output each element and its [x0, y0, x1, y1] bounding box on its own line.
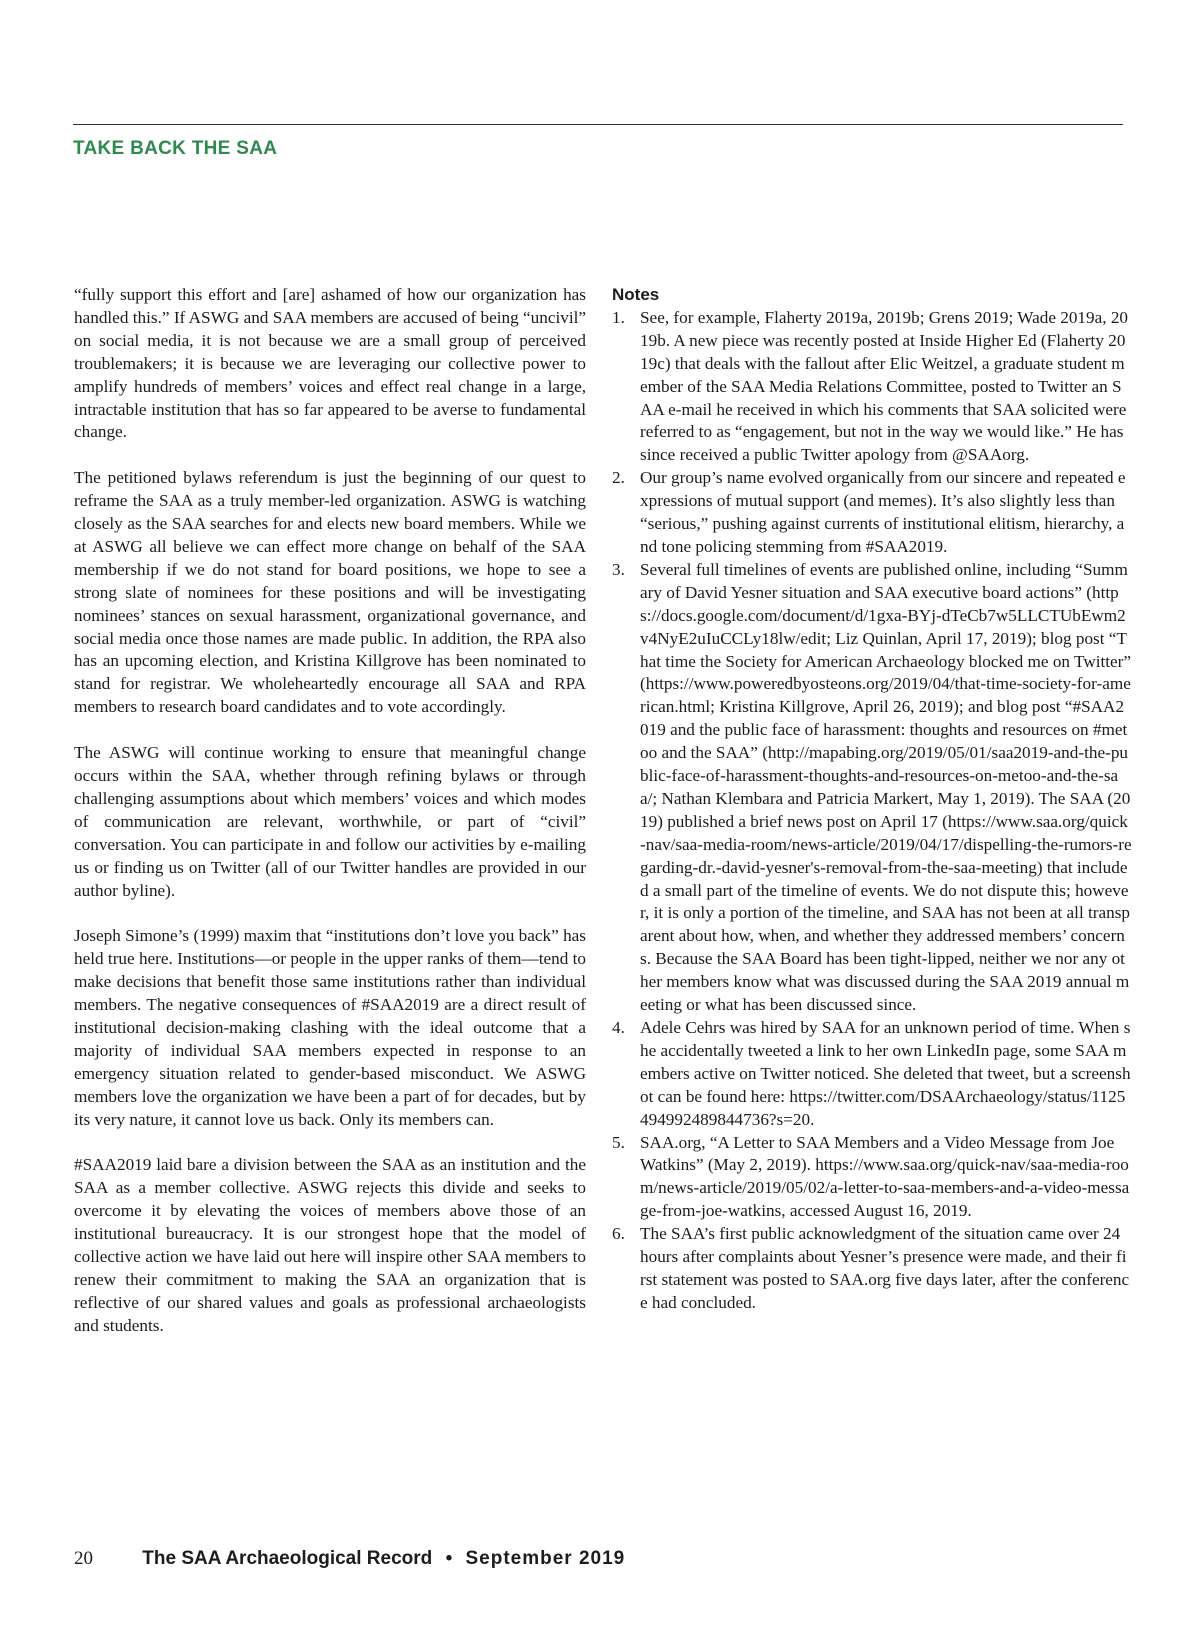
publication-title: The SAA Archaeological Record [142, 1548, 433, 1569]
footer-bullet: • [445, 1548, 453, 1569]
note-text: The SAA’s first public acknowledgment of the situation came over 24 hours after complaints about Yesner’s presence were made, and their first statement was posted to SAA.org five days later, after the conference had concluded. [640, 1224, 1130, 1312]
note-number: 2. [612, 468, 625, 488]
header-rule [73, 124, 1123, 125]
note-item [612, 1017, 1132, 1132]
notes-column [612, 284, 1132, 1315]
note-item [612, 307, 1132, 467]
note-number: 1. [612, 307, 625, 327]
note-item [612, 559, 1132, 1017]
body-paragraph: The petitioned bylaws referendum is just the beginning of our quest to reframe the SAA as a truly member-led organization. ASWG is watching closely as the SAA searches for and elects new board members. While we at ASWG all believe we can effect more change on behalf of the SAA membership if we do not stand for board positions, we hope to see a strong slate of nominees for these positions and will be investigating nominees’ stances on sexual harassment, organizational governance, and social media once those names are made public. In addition, the RPA also has an upcoming election, and Kristina Killgrove has been nominated to stand for registrar. We wholeheartedly encourage all SAA and RPA members to research board candidates and to vote accordingly. [74, 468, 586, 717]
notes-list [612, 307, 1132, 1315]
body-column [74, 284, 586, 1361]
note-item [612, 1223, 1132, 1315]
note-text: SAA.org, “A Letter to SAA Members and a Video Message from Joe Watkins” (May 2, 2019). https://www.saa.org/quick-nav/saa-media-room/news-article/2019/05/02/a-letter-to-saa-members-and-a-video-message-from-joe-watkins, accessed August 16, 2019. [640, 1132, 1130, 1221]
note-text: Several full timelines of events are published online, including “Summary of David Yesner situation and SAA executive board actions” (https://docs.google.com/document/d/1gxa-BYj-dTeCb7w5LLCTUbEwm2v4NyE2uIuCCLy18lw/edit; Liz Quinlan, April 17, 2019); blog post “That time the Society for American Archaeology blocked me on Twitter” (https://www.poweredbyosteons.org/2019/04/that-time-society-for-american.html; Kristina Killgrove, April 26, 2019); and blog post “#SAA2019 and the public face of harassment: thoughts and resources on #metoo and the SAA” (http://mapabing.org/2019/05/01/saa2019-and-the-public-face-of-harassment-thoughts-and-resources-on-metoo-and-the-saa/; Nathan Klembara and Patricia Markert, May 1, 2019). The SAA (2019) published a brief news post on April 17 (https://www.saa.org/quick-nav/saa-media-room/news-article/2019/04/17/dispelling-the-rumors-regarding-dr.-david-yesner's-removal-from-the-saa-meeting) that included a small part of the timeline of events. We do not dispute this; however, it is only a portion of the timeline, and SAA has not been at all transparent about how, when, and whether they addressed members’ concerns. Because the SAA Board has been tight-lipped, neither we nor any other members know what was discussed during the SAA 2019 annual meeting or what has been discussed since. [640, 559, 1132, 1015]
page-number: 20 [74, 1548, 93, 1569]
section-title: TAKE BACK THE SAA [73, 138, 278, 159]
note-number: 5. [612, 1132, 625, 1152]
note-text: Our group’s name evolved organically from our sincere and repeated expressions of mutual support (and memes). It’s also slightly less than “serious,” pushing against currents of institutional elitism, hierarchy, and tone policing stemming from #SAA2019. [640, 468, 1126, 556]
note-number: 4. [612, 1018, 625, 1037]
note-text: Adele Cehrs was hired by SAA for an unknown period of time. When she accidentally tweeted a link to her own LinkedIn page, some SAA members active on Twitter noticed. She deleted that tweet, but a screenshot can be found here: https://twitter.com/DSAArchaeology/status/1125494992489844736?s=20. [640, 1018, 1131, 1129]
body-paragraph: “fully support this effort and [are] ashamed of how our organization has handled this.” If ASWG and SAA members are accused of being “uncivil” on social media, it is not because we are a small group of perceived troublemakers; it is because we are leveraging our collective power to amplify hundreds of members’ voices and effect real change in a large, intractable institution that has so far appeared to be averse to fundamental change. [74, 285, 586, 442]
note-text: See, for example, Flaherty 2019a, 2019b; Grens 2019; Wade 2019a, 2019b. A new piece was recently posted at Inside Higher Ed (Flaherty 2019c) that deals with the fallout after Elic Weitzel, a graduate student member of the SAA Media Relations Committee, posted to Twitter an SAA e-mail he received in which his comments that SAA solicited were referred to as “engagement, but not in the way we would like.” He has since received a public Twitter apology from @SAAorg. [640, 307, 1129, 465]
note-item [612, 467, 1132, 559]
note-number: 6. [612, 1224, 625, 1244]
notes-heading: Notes [612, 285, 660, 304]
body-paragraph: #SAA2019 laid bare a division between the SAA as an institution and the SAA as a member collective. ASWG rejects this divide and seeks to overcome it by elevating the voices of members above those of an institutional bureaucracy. It is our strongest hope that the model of collective action we have laid out here will inspire other SAA members to renew their commitment to making the SAA an organization that is reflective of our shared values and goals as professional archaeologists and students. [74, 1155, 586, 1335]
note-item [612, 1132, 1132, 1224]
page-footer [74, 1548, 626, 1570]
issue-date: September 2019 [465, 1548, 626, 1569]
body-paragraph: Joseph Simone’s (1999) maxim that “institutions don’t love you back” has held true here. Institutions—or people in the upper ranks of them—tend to make decisions that benefit those same institutions rather than individual members. The negative consequences of #SAA2019 are a direct result of institutional decision-making clashing with the ideal outcome that a majority of individual SAA members expected in response to an emergency situation related to gender-based misconduct. We ASWG members love the organization we have been a part of for decades, but by its very nature, it cannot love us back. Only its members can. [74, 926, 586, 1129]
note-number: 3. [612, 559, 625, 579]
body-paragraph: The ASWG will continue working to ensure that meaningful change occurs within the SAA, whether through refining bylaws or through challenging assumptions about which members’ voices and which modes of communication are relevant, worthwhile, or part of “civil” conversation. You can participate in and follow our activities by e-mailing us or finding us on Twitter (all of our Twitter handles are provided in our author byline). [74, 743, 586, 900]
